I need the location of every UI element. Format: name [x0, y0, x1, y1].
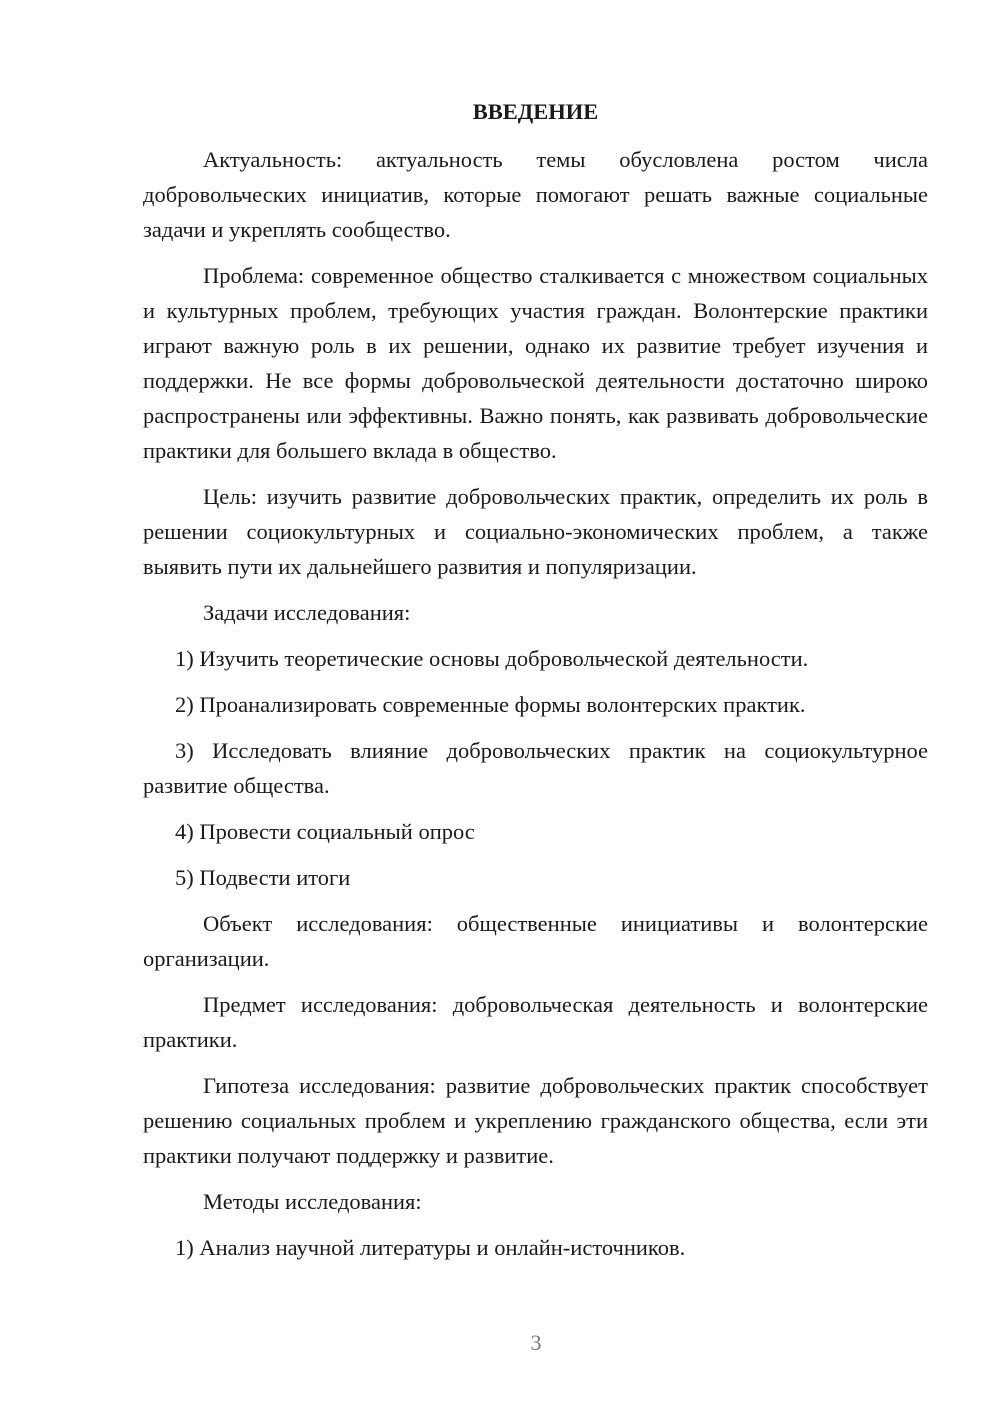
task-item-2: 2) Проанализировать современные формы волонтерских практик.: [175, 692, 806, 717]
method-item-1: 1) Анализ научной литературы и онлайн-источников.: [175, 1235, 686, 1260]
relevance-paragraph: Актуальность: актуальность темы обусловлена ростом числа добровольческих инициатив, которые помогают решать важные социальные задачи и укреплять сообщество.: [143, 147, 928, 242]
problem-paragraph: Проблема: современное общество сталкивается с множеством социальных и культурных проблем, требующих участия граждан. Волонтерские практики играют важную роль в их решении, однако их развитие требует изучения и поддержки. Не все формы добровольческой деятельности достаточно широко распространены или эффективны. Важно понять, как развивать добровольческие практики для большего вклада в общество.: [143, 263, 928, 463]
hypothesis-paragraph: Гипотеза исследования: развитие добровольческих практик способствует решению социальных проблем и укреплению гражданского общества, если эти практики получают поддержку и развитие.: [143, 1073, 928, 1168]
page-content: [143, 94, 928, 1276]
task-item-4: 4) Провести социальный опрос: [175, 819, 475, 844]
task-item-5: 5) Подвести итоги: [175, 865, 351, 890]
section-title: ВВЕДЕНИЕ: [472, 99, 599, 124]
task-item-3: 3) Исследовать влияние добровольческих практик на социокультурное развитие общества.: [143, 738, 928, 798]
object-paragraph: Объект исследования: общественные инициативы и волонтерские организации.: [143, 911, 928, 971]
task-item-1: 1) Изучить теоретические основы добровольческой деятельности.: [175, 646, 809, 671]
subject-paragraph: Предмет исследования: добровольческая деятельность и волонтерские практики.: [143, 992, 928, 1052]
page-number: 3: [530, 1330, 542, 1355]
methods-heading: Методы исследования:: [203, 1189, 422, 1214]
tasks-heading: Задачи исследования:: [203, 600, 411, 625]
goal-paragraph: Цель: изучить развитие добровольческих практик, определить их роль в решении социокультурных и социально-экономических проблем, а также выявить пути их дальнейшего развития и популяризации.: [143, 484, 928, 579]
